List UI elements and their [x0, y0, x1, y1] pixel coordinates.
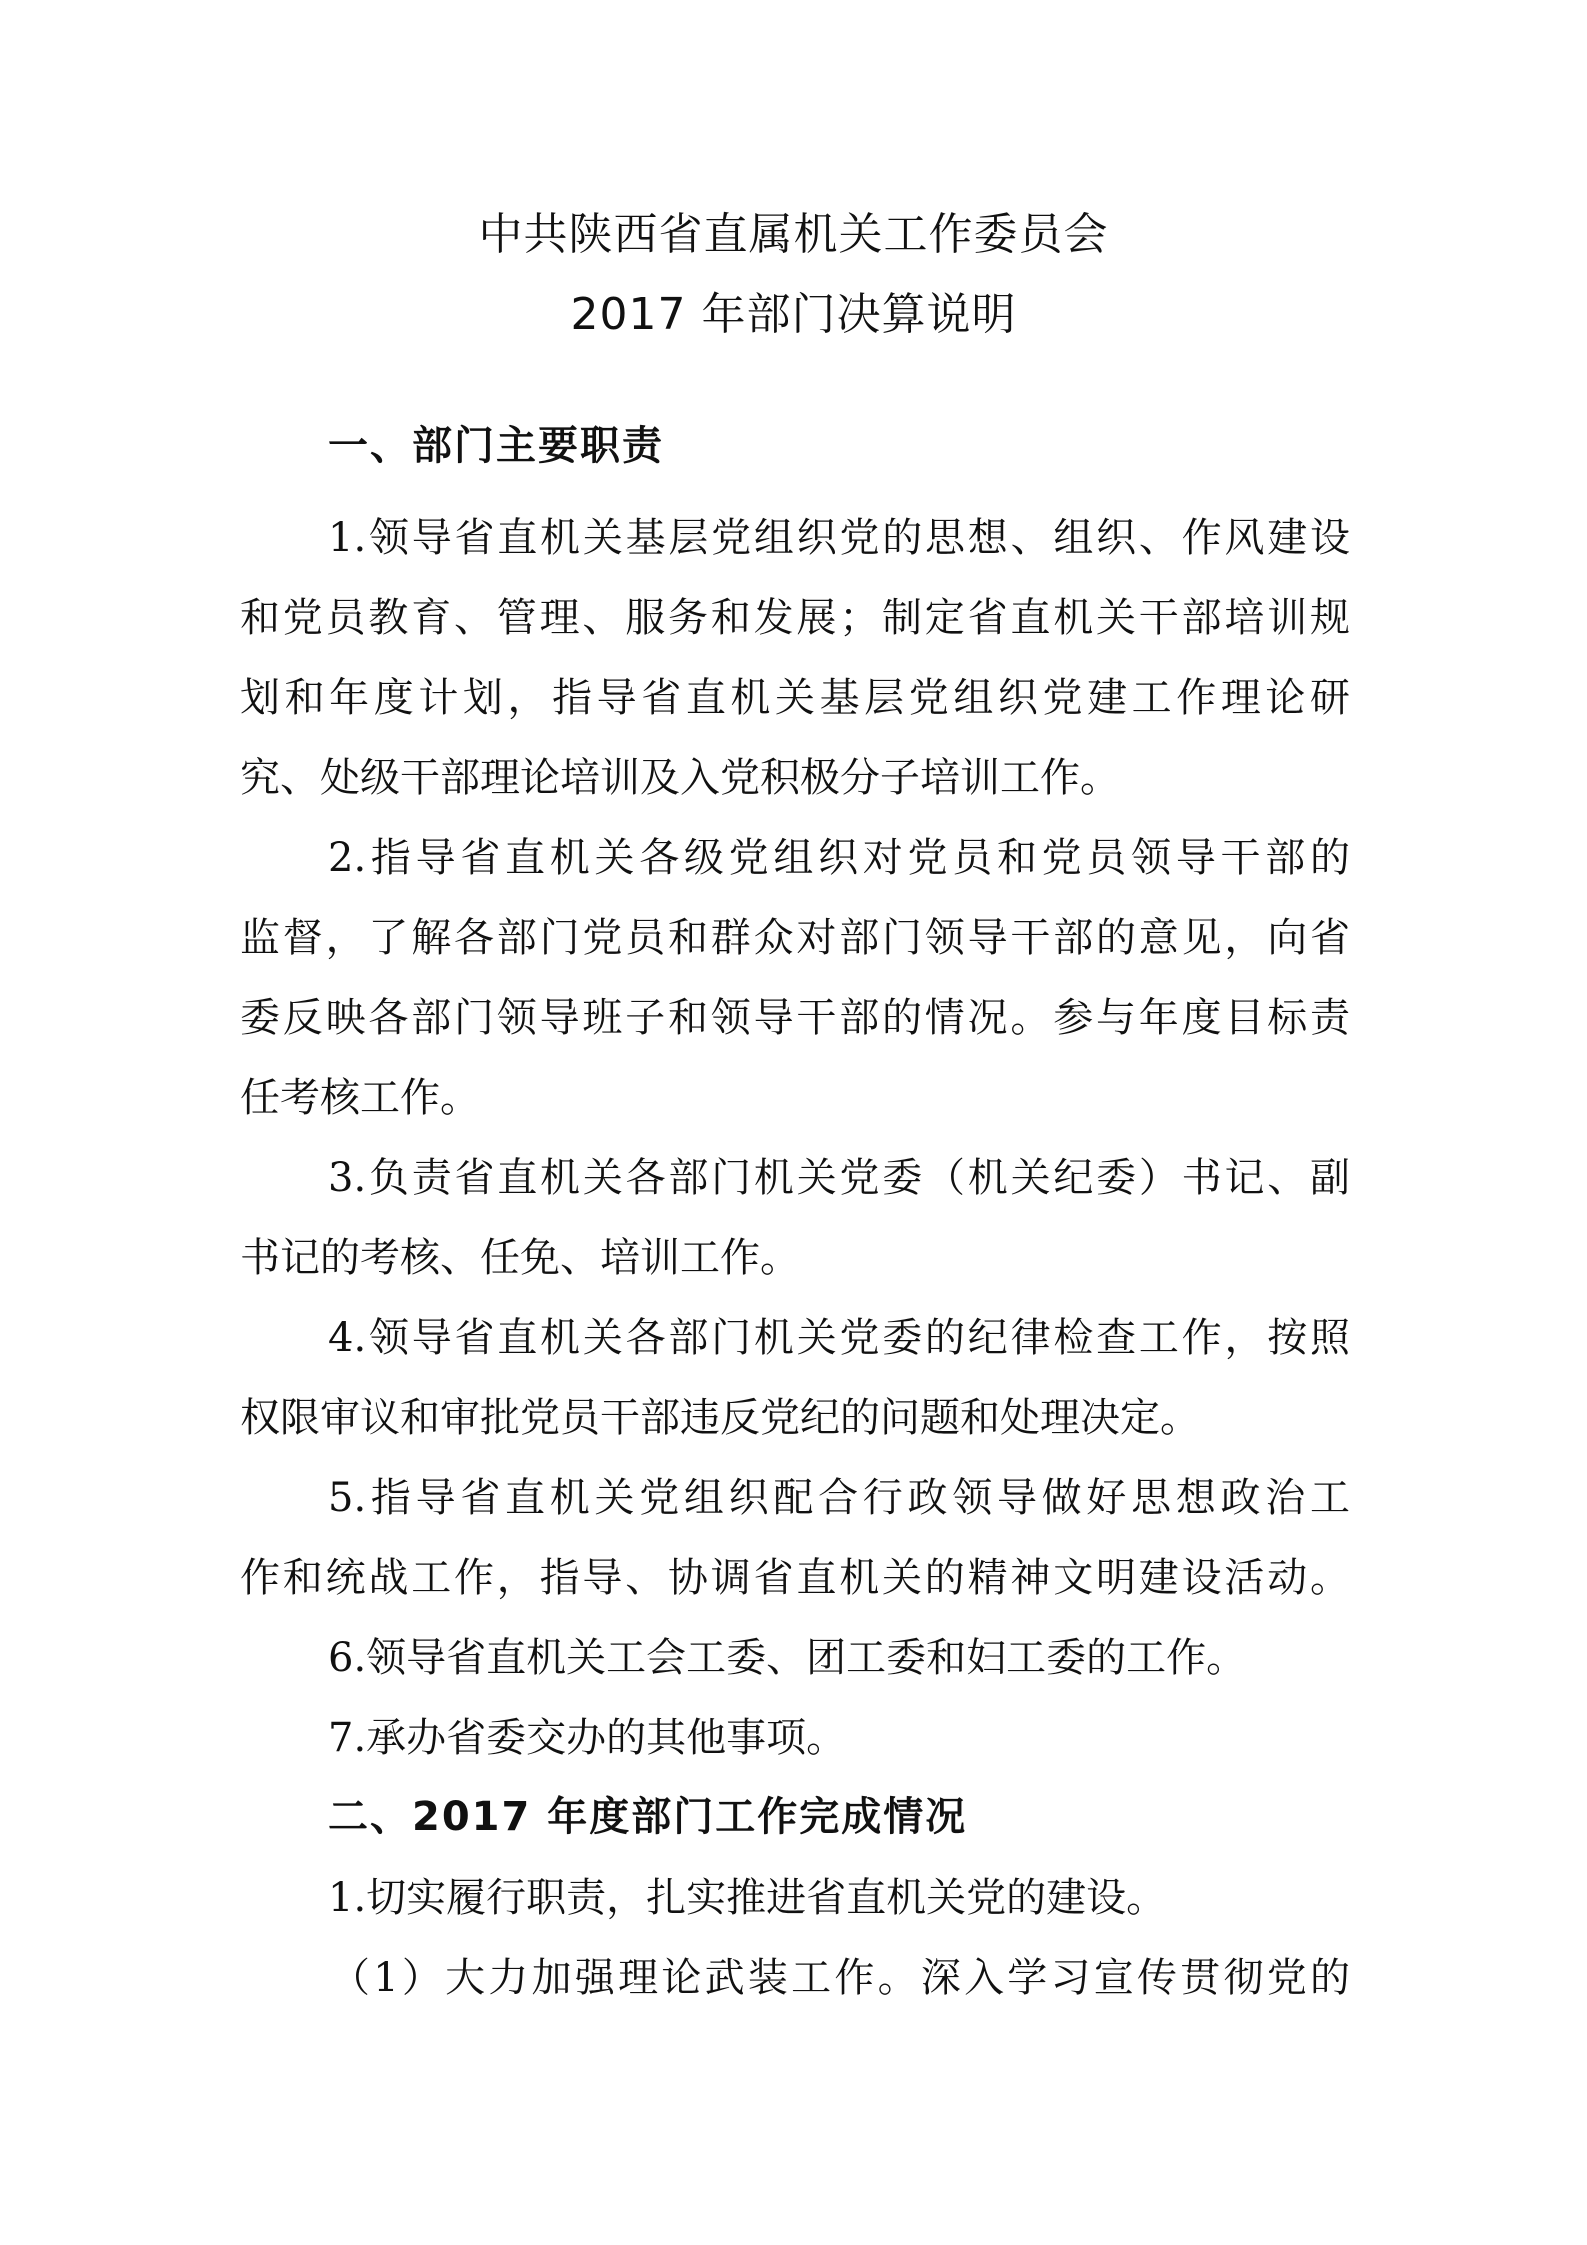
paragraph-line: 权限审议和审批党员干部违反党纪的问题和处理决定。: [240, 1395, 1200, 1441]
paragraph-line: 2.指导省直机关各级党组织对党员和党员领导干部的: [328, 835, 1350, 881]
paragraph-line: 监督，了解各部门党员和群众对部门领导干部的意见，向省: [240, 915, 1350, 961]
document-title-line-1: 中共陕西省直属机关工作委员会: [478, 209, 1109, 260]
paragraph-line: 7.承办省委交办的其他事项。: [328, 1715, 847, 1761]
paragraph-line: 1.领导省直机关基层党组织党的思想、组织、作风建设: [328, 515, 1350, 561]
paragraph-line: 5.指导省直机关党组织配合行政领导做好思想政治工: [328, 1475, 1350, 1521]
paragraph-line: 究、处级干部理论培训及入党积极分子培训工作。: [240, 755, 1120, 801]
section-heading-work-completion: 二、2017 年度部门工作完成情况: [328, 1794, 968, 1840]
paragraph-line: 和党员教育、管理、服务和发展；制定省直机关干部培训规: [240, 595, 1350, 641]
paragraph-line: 作和统战工作，指导、协调省直机关的精神文明建设活动。: [240, 1555, 1350, 1601]
document-title-line-2: 2017 年部门决算说明: [570, 289, 1017, 340]
paragraph-line: 3.负责省直机关各部门机关党委（机关纪委）书记、副: [328, 1155, 1350, 1201]
section-heading-responsibilities: 一、部门主要职责: [328, 423, 664, 469]
paragraph-line: 书记的考核、任免、培训工作。: [240, 1235, 800, 1281]
paragraph-line: 6.领导省直机关工会工委、团工委和妇工委的工作。: [328, 1635, 1247, 1681]
paragraph-line: 任考核工作。: [240, 1075, 480, 1121]
paragraph-line: 1.切实履行职责，扎实推进省直机关党的建设。: [328, 1875, 1167, 1921]
paragraph-line: 划和年度计划，指导省直机关基层党组织党建工作理论研: [240, 675, 1350, 721]
paragraph-line: （1）大力加强理论武装工作。深入学习宣传贯彻党的: [330, 1955, 1350, 2001]
paragraph-line: 委反映各部门领导班子和领导干部的情况。参与年度目标责: [240, 995, 1350, 1041]
paragraph-line: 4.领导省直机关各部门机关党委的纪律检查工作，按照: [328, 1315, 1350, 1361]
